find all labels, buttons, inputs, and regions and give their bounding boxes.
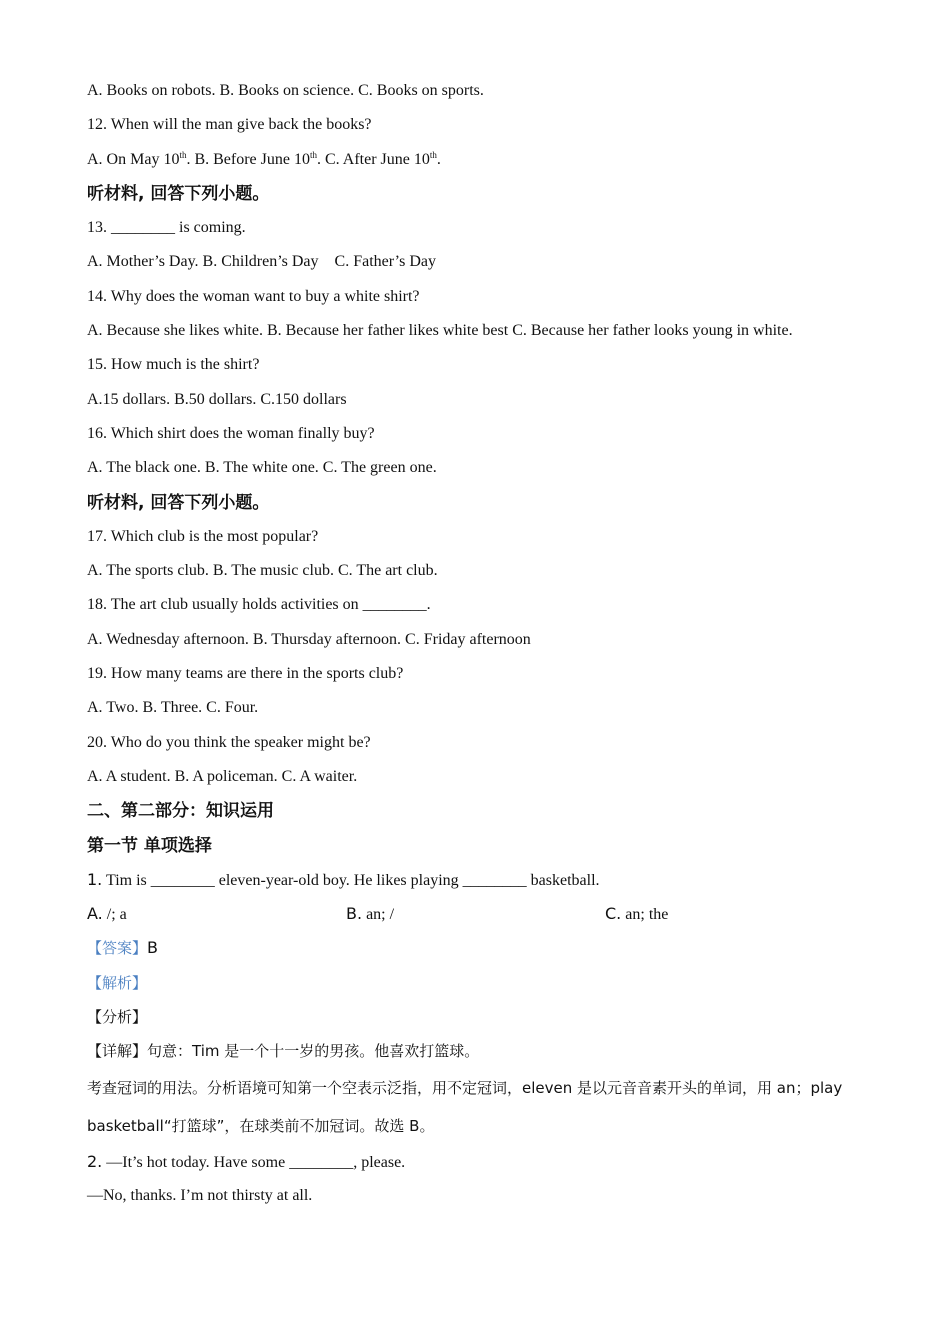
s1-answer	[87, 931, 867, 965]
s1-option-a	[87, 897, 346, 931]
q12-question: 12. When will the man give back the books?	[87, 116, 372, 134]
detail-text: 【详解】句意：Tim 是一个十一岁的男孩。他喜欢打篮球。	[87, 1042, 480, 1061]
fenxi-tag: 【分析】	[87, 1008, 148, 1027]
s2-reply: —No, thanks. I’m not thirsty at all.	[87, 1186, 313, 1204]
q14-question: 14. Why does the woman want to buy a white shirt?	[87, 287, 420, 305]
s1-options	[87, 897, 867, 931]
q19-question: 19. How many teams are there in the sports club?	[87, 665, 404, 683]
s1-option-b	[346, 897, 605, 931]
option-label: B.	[346, 904, 363, 924]
answer-value: B	[147, 938, 158, 958]
q17-options: A. The sports club. B. The music club. C. The art club.	[87, 562, 438, 580]
option-text: an; /	[362, 906, 395, 924]
q19-options: A. Two. B. Three. C. Four.	[87, 699, 259, 717]
q12-option-a: A. On May 10	[87, 150, 180, 168]
listen-heading-2: 听材料, 回答下列小题。	[87, 492, 270, 513]
option-label: C.	[605, 904, 622, 924]
q13-question: 13. ________ is coming.	[87, 219, 246, 237]
q15-options: A.15 dollars. B.50 dollars. C.150 dollars	[87, 390, 347, 408]
s1-question	[87, 863, 867, 897]
listen-heading-1: 听材料, 回答下列小题。	[87, 183, 270, 204]
q20-question: 20. Who do you think the speaker might be?	[87, 733, 371, 751]
option-text: /; a	[102, 906, 127, 924]
s2-text: —It’s hot today. Have some ________, please.	[102, 1153, 406, 1171]
q15-question: 15. How much is the shirt?	[87, 356, 260, 374]
document-page	[87, 74, 867, 1213]
option-label: A.	[87, 904, 103, 924]
q13-options: A. Mother’s Day. B. Children’s Day C. Father’s Day	[87, 253, 436, 271]
ordinal-suffix: th	[429, 149, 437, 160]
q12-option-c: . C. After June 10	[317, 150, 430, 168]
explanation-text: 考查冠词的用法。分析语境可知第一个空表示泛指，用不定冠词，eleven 是以元音音素开头的单词，用 an；play basketball“打篮球”，在球类前不加冠词。故选 B。	[87, 1078, 843, 1135]
answer-tag: 【答案】	[87, 939, 148, 958]
s1-option-c	[605, 897, 864, 931]
s1-number: 1.	[87, 869, 103, 889]
ordinal-suffix: th	[309, 149, 317, 160]
ordinal-suffix: th	[179, 149, 187, 160]
q12-option-b: . B. Before June 10	[186, 150, 310, 168]
s1-text: Tim is ________ eleven-year-old boy. He likes playing ________ basketball.	[102, 871, 600, 889]
q20-options: A. A student. B. A policeman. C. A waiter.	[87, 767, 358, 785]
s2-question	[87, 1145, 867, 1179]
option-text: an; the	[621, 906, 669, 924]
analysis-tag: 【解析】	[87, 973, 148, 992]
q18-options: A. Wednesday afternoon. B. Thursday afternoon. C. Friday afternoon	[87, 630, 531, 648]
q16-options: A. The black one. B. The white one. C. The green one.	[87, 459, 437, 477]
s2-number: 2.	[87, 1151, 103, 1171]
part2-heading: 二、第二部分：知识运用	[87, 801, 274, 822]
q14-options: A. Because she likes white. B. Because her father likes white best C. Because her father looks young in white.	[87, 322, 793, 340]
q12-end: .	[436, 150, 441, 168]
q17-question: 17. Which club is the most popular?	[87, 527, 319, 545]
section1-heading: 第一节 单项选择	[87, 835, 212, 856]
q12-options	[87, 143, 867, 177]
q18-question: 18. The art club usually holds activities on ________.	[87, 596, 431, 614]
q11-options: A. Books on robots. B. Books on science. C. Books on sports.	[87, 82, 484, 99]
q16-question: 16. Which shirt does the woman finally buy?	[87, 424, 375, 442]
